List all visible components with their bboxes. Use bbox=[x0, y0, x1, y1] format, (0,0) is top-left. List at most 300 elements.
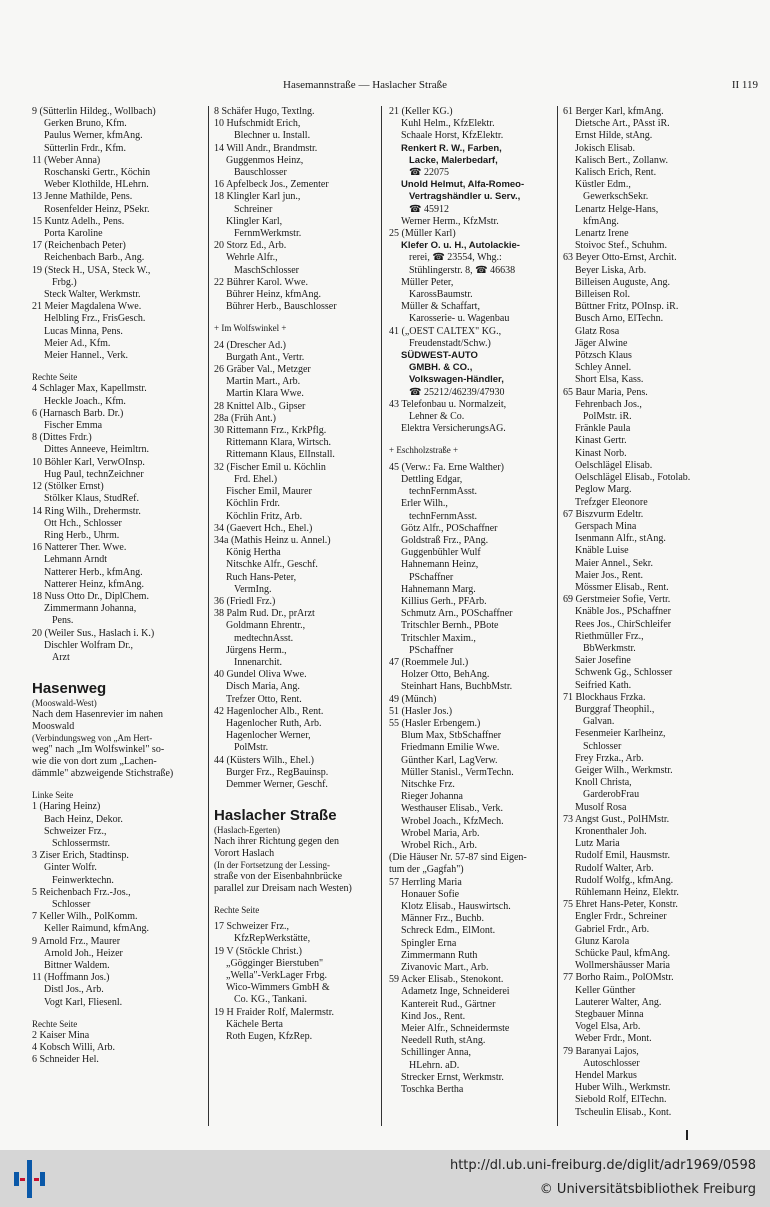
entry-line: Sütterlin Frdr., Kfm. bbox=[44, 142, 126, 154]
entry-line: Roth Eugen, KfzRep. bbox=[226, 1031, 313, 1043]
entry-line: straße von der Eisenbahnbrücke bbox=[214, 870, 343, 882]
entry-line: Natterer Herb., kfmAng. bbox=[44, 566, 143, 578]
entry-line: BbWerkmstr. bbox=[583, 642, 636, 654]
entry-line: Needell Ruth, stAng. bbox=[401, 1035, 486, 1047]
entry-line: Saier Josefine bbox=[575, 655, 631, 667]
street-heading: Hasenweg bbox=[32, 680, 107, 698]
entry-line: 19 V (Stöckle Christ.) bbox=[214, 945, 302, 957]
entry-line: Mooswald bbox=[32, 720, 75, 732]
entry-line: Schreck Edm., ElMont. bbox=[401, 925, 496, 937]
cross-street: + Eschholzstraße + bbox=[389, 445, 459, 456]
side-heading: Rechte Seite bbox=[214, 904, 260, 915]
entry-line: 9 (Sütterlin Hildeg., Wollbach) bbox=[32, 106, 156, 117]
column-2 bbox=[214, 106, 374, 1043]
entry-line: Schlosser bbox=[52, 898, 91, 910]
entry-line: Martin Mart., Arb. bbox=[226, 376, 301, 388]
entry-line: Müller Peter, bbox=[401, 276, 454, 288]
entry-line: 67 Biszvurm Edeltr. bbox=[563, 508, 644, 520]
entry-line: Stühlingerstr. 8, ☎ 46638 bbox=[409, 264, 516, 276]
entry-line: Guggenbühler Wulf bbox=[401, 547, 481, 559]
page-number: II 119 bbox=[731, 79, 758, 91]
entry-line: Dischler Wolfram Dr., bbox=[44, 639, 133, 651]
entry-line: Volkswagen-Händler, bbox=[409, 374, 504, 386]
spacer bbox=[32, 780, 204, 785]
entry-line: dämmle" abzweigende Stichstraße) bbox=[32, 767, 174, 779]
entry-line: MaschSchlosser bbox=[234, 264, 299, 276]
entry-line: Strecker Ernst, Werkmstr. bbox=[401, 1071, 504, 1083]
entry-line: Schillinger Anna, bbox=[401, 1047, 471, 1059]
entry-line: Blechner u. Install. bbox=[234, 130, 311, 142]
entry-line: Wrobel Maria, Arb. bbox=[401, 827, 480, 839]
entry-line: Frbg.) bbox=[52, 276, 77, 288]
entry-line: Kalisch Erich, Rent. bbox=[575, 167, 657, 179]
entry-line: Büttner Fritz, POInsp. iR. bbox=[575, 301, 679, 313]
library-logo-icon bbox=[12, 1158, 48, 1200]
entry-line: 15 Kuntz Adelh., Pens. bbox=[32, 215, 125, 227]
entry-line: 17 (Reichenbach Peter) bbox=[32, 240, 126, 252]
entry-line: Schlosser bbox=[583, 740, 622, 752]
entry-line: PSchaffner bbox=[409, 571, 454, 583]
entry-line: Feinwerktechn. bbox=[52, 874, 114, 886]
entry-line: Gabriel Frdr., Arb. bbox=[575, 923, 650, 935]
entry-line: Oelschlägel Elisab. bbox=[575, 459, 653, 471]
entry-line: Goldmann Ehrentr., bbox=[226, 620, 306, 632]
column-divider bbox=[557, 106, 558, 1126]
entry-line: Hendel Markus bbox=[575, 1070, 637, 1082]
column-3 bbox=[389, 106, 552, 1096]
entry-line: Fränkle Paula bbox=[575, 423, 631, 435]
entry-line: 1 (Haring Heinz) bbox=[32, 801, 101, 813]
entry-line: Nach ihrer Richtung gegen den bbox=[214, 835, 339, 847]
entry-line: wie die von dort zum „Lachen- bbox=[32, 755, 157, 767]
entry-line: Trefzer Otto, Rent. bbox=[226, 693, 302, 705]
street-note: (Verbindungsweg von „Am Hert- bbox=[32, 733, 153, 744]
entry-line: Goldstraß Frz., PAng. bbox=[401, 534, 489, 546]
column-4 bbox=[563, 106, 763, 1119]
entry-line: Ott Hch., Schlosser bbox=[44, 517, 122, 529]
street-note: (Haslach-Egerten) bbox=[214, 825, 280, 836]
entry-line: 41 („OEST CALTEX" KG., bbox=[389, 325, 502, 337]
entry-line: Bührer Herb., Bauschlosser bbox=[226, 301, 337, 313]
entry-line: Distl Jos., Arb. bbox=[44, 984, 104, 996]
column-1 bbox=[32, 106, 204, 1067]
entry-line: Schücke Paul, kfmAng. bbox=[575, 948, 670, 960]
entry-line: Rittemann Klara, Wirtsch. bbox=[226, 437, 331, 449]
entry-line: Steck Walter, Werkmstr. bbox=[44, 289, 141, 301]
entry-line: 47 (Roemmele Jul.) bbox=[389, 656, 469, 668]
spacer bbox=[32, 1009, 204, 1014]
entry-line: tum der „Gagfah") bbox=[389, 864, 464, 876]
entry-line: FernmWerkmstr. bbox=[234, 228, 302, 240]
entry-line: medtechnAsst. bbox=[234, 632, 294, 644]
entry-line: Demmer Werner, Geschf. bbox=[226, 778, 328, 790]
entry-line: Porta Karoline bbox=[44, 228, 103, 240]
street-heading: Haslacher Straße bbox=[214, 807, 337, 825]
entry-line: ☎ 25212/46239/47930 bbox=[409, 386, 505, 398]
entry-line: 16 Natterer Ther. Wwe. bbox=[32, 542, 127, 554]
entry-line: Köchlin Fritz, Arb. bbox=[226, 510, 303, 522]
entry-line: Fehrenbach Jos., bbox=[575, 398, 642, 410]
entry-line: VermIng. bbox=[234, 583, 272, 595]
entry-line: Knäble Jos., PSchaffner bbox=[575, 606, 671, 618]
entry-line: 11 (Weber Anna) bbox=[32, 154, 101, 166]
entry-line: Lucas Minna, Pens. bbox=[44, 325, 123, 337]
entry-line: Honauer Sofie bbox=[401, 888, 460, 900]
entry-line: Nach dem Hasenrevier im nahen bbox=[32, 708, 164, 720]
entry-line: Hug Paul, technZeichner bbox=[44, 468, 144, 480]
entry-line: Riethmüller Frz., bbox=[575, 630, 644, 642]
entry-line: Bittner Waldem. bbox=[44, 960, 110, 971]
entry-line: 14 Ring Wilh., Drehermstr. bbox=[32, 505, 141, 517]
entry-line: Maier Jos., Rent. bbox=[575, 569, 644, 581]
entry-line: Fischer Emil, Maurer bbox=[226, 486, 312, 498]
entry-line: Pens. bbox=[52, 615, 74, 627]
entry-line: Vogt Karl, Fliesenl. bbox=[44, 996, 123, 1008]
entry-line: Schaale Horst, KfzElektr. bbox=[401, 130, 504, 142]
entry-line: Kinast Norb. bbox=[575, 447, 627, 459]
entry-line: Bührer Heinz, kfmAng. bbox=[226, 289, 321, 301]
entry-line: Autoschlosser bbox=[583, 1057, 640, 1069]
entry-line: 77 Borho Raim., PolOMstr. bbox=[563, 972, 674, 984]
entry-line: Lauterer Walter, Ang. bbox=[575, 996, 662, 1008]
entry-line: Arzt bbox=[52, 651, 70, 663]
street-note: (In der Fortsetzung der Lessing- bbox=[214, 860, 330, 871]
entry-line: Renkert R. W., Farben, bbox=[401, 142, 502, 154]
cross-street: + Im Wolfswinkel + bbox=[214, 323, 287, 334]
entry-line: Spingler Erna bbox=[401, 937, 457, 949]
entry-line: 57 Herrling Maria bbox=[389, 876, 462, 888]
entry-line: Holzer Otto, BehAng. bbox=[401, 669, 490, 681]
entry-line: Isenmann Alfr., stAng. bbox=[575, 533, 666, 545]
entry-line: 18 Nuss Otto Dr., DiplChem. bbox=[32, 590, 149, 602]
entry-line: PolMstr. bbox=[234, 742, 269, 754]
entry-line: Zimmermann Johanna, bbox=[44, 603, 137, 615]
entry-line: Westhauser Elisab., Verk. bbox=[401, 803, 504, 815]
side-heading: Rechte Seite bbox=[32, 1018, 78, 1029]
entry-line: Schmutz Arn., POSchaffner bbox=[401, 608, 513, 620]
entry-line: Keller Raimund, kfmAng. bbox=[44, 923, 149, 935]
entry-line: 19 H Fraider Rolf, Malermstr. bbox=[214, 1006, 334, 1018]
entry-line: Paulus Werner, kfmAng. bbox=[44, 130, 143, 142]
entry-line: Rosenfelder Heinz, PSekr. bbox=[44, 203, 150, 215]
entry-line: Schley Annel. bbox=[575, 362, 632, 374]
entry-line: 20 (Weiler Sus., Haslach i. K.) bbox=[32, 627, 155, 639]
entry-line: Ernst Hilde, stAng. bbox=[575, 130, 653, 142]
entry-line: König Hertha bbox=[226, 547, 281, 559]
entry-line: Rieger Johanna bbox=[401, 791, 463, 803]
entry-line: Schweizer Frz., bbox=[44, 825, 107, 837]
entry-line: KfzRepWerkstätte, bbox=[234, 933, 311, 945]
column-divider bbox=[208, 106, 209, 1126]
entry-line: Schwenk Gg., Schlosser bbox=[575, 667, 673, 679]
entry-line: 3 Ziser Erich, Stadtinsp. bbox=[32, 850, 129, 862]
entry-line: Günther Karl, LagVerw. bbox=[401, 754, 498, 766]
entry-line: technFernmAsst. bbox=[409, 510, 478, 522]
entry-line: „Gögginger Bierstuben" bbox=[226, 957, 324, 969]
entry-line: Reichenbach Barb., Ang. bbox=[44, 252, 145, 264]
entry-line: Engler Frdr., Schreiner bbox=[575, 911, 667, 923]
entry-line: 24 (Drescher Ad.) bbox=[214, 339, 286, 351]
entry-line: Wrobel Joach., KfzMech. bbox=[401, 815, 504, 827]
column-divider bbox=[381, 106, 382, 1126]
entry-line: Arnold Joh., Heizer bbox=[44, 947, 123, 959]
entry-line: Kächele Berta bbox=[226, 1018, 283, 1030]
entry-line: 71 Blockhaus Frzka. bbox=[563, 691, 646, 703]
entry-line: 11 (Hoffmann Jos.) bbox=[32, 972, 110, 984]
entry-line: Bauschlosser bbox=[234, 167, 287, 179]
entry-line: Vorort Haslach bbox=[214, 847, 275, 859]
spacer bbox=[214, 313, 374, 318]
entry-line: 6 Schneider Hel. bbox=[32, 1054, 99, 1066]
entry-line: Kronenthaler Joh. bbox=[575, 825, 647, 837]
street-note: (Mooswald-West) bbox=[32, 698, 97, 709]
entry-line: Helbling Frz., FrisGesch. bbox=[44, 313, 146, 325]
entry-line: „Wella"-VerkLager Frbg. bbox=[226, 970, 328, 981]
entry-line: 5 Reichenbach Frz.-Jos., bbox=[32, 886, 131, 898]
entry-line: Lacke, Malerbedarf, bbox=[409, 154, 498, 166]
spacer bbox=[32, 362, 204, 367]
entry-line: Siebold Rolf, ElTechn. bbox=[575, 1094, 667, 1106]
entry-line: Wico-Wimmers GmbH & bbox=[226, 982, 330, 994]
entry-line: Schreiner bbox=[234, 203, 273, 215]
entry-line: 2 Kaiser Mina bbox=[32, 1030, 90, 1042]
entry-line: Disch Maria, Ang. bbox=[226, 681, 300, 693]
entry-line: Oelschlägel Elisab., Fotolab. bbox=[575, 472, 691, 484]
entry-line: Musolf Rosa bbox=[575, 801, 627, 813]
entry-line: 22 Bührer Karol. Wwe. bbox=[214, 276, 308, 288]
entry-line: 34a (Mathis Heinz u. Annel.) bbox=[214, 534, 331, 546]
entry-line: Rittemann Klaus, ElInstall. bbox=[226, 449, 335, 461]
entry-line: Gerken Bruno, Kfm. bbox=[44, 118, 127, 130]
entry-line: Guggenmos Heinz, bbox=[226, 154, 304, 166]
entry-line: Rühlemann Heinz, Elektr. bbox=[575, 887, 679, 898]
entry-line: Bach Heinz, Dekor. bbox=[44, 813, 123, 825]
entry-line: Götz Alfr., POSchaffner bbox=[401, 522, 498, 534]
entry-line: Ring Herb., Uhrm. bbox=[44, 529, 120, 541]
entry-line: 44 (Küsters Wilh., Ehel.) bbox=[214, 754, 314, 766]
entry-line: 59 Acker Elisab., Stenokont. bbox=[389, 974, 504, 986]
entry-line: Glunz Karola bbox=[575, 935, 630, 947]
entry-line: PSchaffner bbox=[409, 644, 454, 656]
entry-line: Burger Frz., RegBauinsp. bbox=[226, 766, 329, 778]
entry-line: Wrobel Rich., Arb. bbox=[401, 839, 477, 851]
entry-line: Freudenstadt/Schw.) bbox=[409, 337, 491, 349]
entry-line: Werner Herm., KfzMstr. bbox=[401, 215, 499, 227]
entry-line: 51 (Hasler Jos.) bbox=[389, 705, 453, 717]
entry-line: Billeisen Rol. bbox=[575, 289, 630, 301]
entry-line: Ginter Wolfr. bbox=[44, 862, 97, 874]
entry-line: Küstler Edm., bbox=[575, 179, 631, 191]
entry-line: Trefzger Eleonore bbox=[575, 496, 648, 508]
entry-line: Fischer Emma bbox=[44, 420, 103, 432]
entry-line: parallel zur Dreisam nach Westen) bbox=[214, 882, 352, 894]
entry-line: Jokisch Elisab. bbox=[575, 142, 635, 154]
entry-line: Burgath Ant., Vertr. bbox=[226, 351, 305, 363]
entry-line: Kuhl Helm., KfzElektr. bbox=[401, 118, 495, 130]
entry-line: Keller Günther bbox=[575, 984, 636, 996]
entry-line: Lehmann Arndt bbox=[44, 554, 108, 566]
entry-line: Co. KG., Tankani. bbox=[234, 994, 307, 1006]
entry-line: 10 Hufschmidt Erich, bbox=[214, 118, 301, 130]
entry-line: Elektra VersicherungsAG. bbox=[401, 423, 506, 435]
entry-line: 65 Baur Maria, Pens. bbox=[563, 386, 648, 398]
entry-line: Billeisen Auguste, Ang. bbox=[575, 276, 670, 288]
entry-line: Müller & Schaffart, bbox=[401, 301, 480, 313]
entry-line: Innenarchit. bbox=[234, 656, 283, 668]
entry-line: Hahnemann Heinz, bbox=[401, 559, 479, 571]
entry-line: PolMstr. iR. bbox=[583, 411, 632, 423]
spacer bbox=[32, 669, 204, 674]
entry-line: Wollmershäusser Maria bbox=[575, 960, 670, 972]
entry-line: Schlossermstr. bbox=[52, 837, 111, 849]
entry-line: 75 Ehret Hans-Peter, Konstr. bbox=[563, 899, 678, 911]
side-heading: Rechte Seite bbox=[32, 372, 78, 383]
entry-line: Martin Klara Wwe. bbox=[226, 388, 304, 400]
entry-line: 36 (Friedl Frz.) bbox=[214, 595, 276, 607]
entry-line: Klefer O. u. H., Autolackie- bbox=[401, 240, 520, 252]
entry-line: Steinhart Hans, BuchbMstr. bbox=[401, 681, 513, 693]
entry-line: Glatz Rosa bbox=[575, 325, 620, 337]
entry-line: 19 (Steck H., USA, Steck W., bbox=[32, 264, 151, 276]
entry-line: 17 Schweizer Frz., bbox=[214, 921, 289, 933]
entry-line: Weber Frdr., Mont. bbox=[575, 1033, 652, 1045]
entry-line: rerei, ☎ 23554, Whg.: bbox=[409, 252, 502, 264]
entry-line: 10 Böhler Karl, VerwOInsp. bbox=[32, 456, 145, 468]
entry-line: Rudolf Wolfg., kfmAng. bbox=[575, 874, 674, 886]
entry-line: 8 (Dittes Frdr.) bbox=[32, 432, 92, 444]
entry-line: Dietsche Art., PAsst iR. bbox=[575, 118, 670, 130]
entry-line: Kind Jos., Rent. bbox=[401, 1010, 466, 1022]
entry-line: 14 Will Andr., Brandmstr. bbox=[214, 142, 318, 154]
entry-line: Klotz Elisab., Hauswirtsch. bbox=[401, 901, 511, 912]
entry-line: Seifried Kath. bbox=[575, 679, 632, 691]
entry-line: 16 Apfelbeck Jos., Zementer bbox=[214, 179, 329, 191]
entry-line: Hagenlocher Werner, bbox=[226, 730, 311, 742]
entry-line: Tritschler Maxim., bbox=[401, 632, 476, 644]
entry-line: Köchlin Frdr. bbox=[226, 498, 280, 510]
entry-line: GewerkschSekr. bbox=[583, 191, 649, 203]
entry-line: Meier Alfr., Schneidermste bbox=[401, 1023, 510, 1035]
entry-line: 9 Arnold Frz., Maurer bbox=[32, 935, 121, 947]
entry-line: Meier Ad., Kfm. bbox=[44, 337, 111, 349]
entry-line: Tscheulin Elisab., Kont. bbox=[575, 1106, 672, 1118]
entry-line: Burggraf Theophil., bbox=[575, 703, 655, 715]
entry-line: 12 (Stölker Ernst) bbox=[32, 481, 104, 493]
entry-line: 45 (Verw.: Fa. Erne Walther) bbox=[389, 461, 504, 473]
entry-line: Jäger Alwine bbox=[575, 337, 628, 349]
entry-line: SÜDWEST-AUTO bbox=[401, 350, 478, 362]
entry-line: Vogel Elsa, Arb. bbox=[575, 1021, 641, 1033]
entry-line: 61 Berger Karl, kfmAng. bbox=[563, 106, 664, 117]
entry-line: 21 Meier Magdalena Wwe. bbox=[32, 301, 142, 313]
entry-line: Geiger Wilh., Werkmstr. bbox=[575, 764, 673, 776]
entry-line: Klingler Karl, bbox=[226, 215, 283, 227]
entry-line: 32 (Fischer Emil u. Köchlin bbox=[214, 461, 326, 473]
entry-line: Fesenmeier Karlheinz, bbox=[575, 728, 666, 740]
entry-line: Mössmer Elisab., Rent. bbox=[575, 581, 669, 593]
entry-line: 8 Schäfer Hugo, Textlng. bbox=[214, 106, 315, 117]
entry-line: 6 (Harnasch Barb. Dr.) bbox=[32, 407, 124, 419]
entry-line: 55 (Hasler Erbengem.) bbox=[389, 717, 481, 729]
entry-line: Weber Klothilde, HLehrn. bbox=[44, 179, 149, 191]
entry-line: Unold Helmut, Alfa-Romeo- bbox=[401, 179, 525, 191]
source-url[interactable]: http://dl.ub.uni-freiburg.de/diglit/adr1969/0598 bbox=[449, 1158, 756, 1173]
entry-line: (Die Häuser Nr. 57-87 sind Eigen- bbox=[389, 852, 527, 864]
entry-line: 26 Gräber Val., Metzger bbox=[214, 364, 311, 376]
entry-line: 21 (Keller KG.) bbox=[389, 106, 453, 117]
entry-line: Busch Arno, ElTechn. bbox=[575, 313, 664, 325]
entry-line: Dettling Edgar, bbox=[401, 473, 463, 485]
page-mark bbox=[686, 1130, 688, 1140]
entry-line: GMBH. & CO., bbox=[409, 362, 473, 374]
entry-line: Ruch Hans-Peter, bbox=[226, 571, 297, 583]
entry-line: 63 Beyer Otto-Ernst, Archit. bbox=[563, 252, 677, 264]
entry-line: Stölker Klaus, StudRef. bbox=[44, 493, 139, 505]
entry-line: 13 Jenne Mathilde, Pens. bbox=[32, 191, 133, 203]
entry-line: Peglow Marg. bbox=[575, 484, 632, 496]
entry-line: weg" nach „Im Wolfswinkel" so- bbox=[32, 743, 165, 755]
entry-line: 49 (Münch) bbox=[389, 693, 437, 705]
entry-line: Kalisch Bert., Zollanw. bbox=[575, 154, 668, 166]
entry-line: 73 Angst Gust., PolHMstr. bbox=[563, 813, 670, 825]
page-header bbox=[0, 79, 770, 95]
spacer bbox=[214, 895, 374, 900]
entry-line: kfmAng. bbox=[583, 215, 619, 227]
entry-line: Kantereit Rud., Gärtner bbox=[401, 998, 496, 1010]
copyright-notice: © Universitätsbibliothek Freiburg bbox=[539, 1182, 756, 1197]
entry-line: Knoll Christa, bbox=[575, 777, 632, 789]
entry-line: Heckle Joach., Kfm. bbox=[44, 395, 126, 407]
entry-line: Natterer Heinz, kfmAng. bbox=[44, 578, 144, 590]
entry-line: Rudolf Emil, Hausmstr. bbox=[575, 850, 670, 862]
entry-line: Lehner & Co. bbox=[409, 411, 465, 423]
entry-line: ☎ 22075 bbox=[409, 167, 449, 179]
entry-line: Lutz Maria bbox=[575, 838, 620, 850]
entry-line: Rees Jos., ChirSchleifer bbox=[575, 618, 672, 630]
entry-line: 25 (Müller Karl) bbox=[389, 228, 456, 240]
entry-line: 28 Knittel Alb., Gipser bbox=[214, 400, 306, 412]
entry-line: Tritschler Bernh., PBote bbox=[401, 620, 499, 632]
entry-line: Dittes Anneeve, Heimltrn. bbox=[44, 444, 149, 456]
spacer bbox=[389, 435, 552, 440]
entry-line: 43 Telefonbau u. Normalzeit, bbox=[389, 398, 507, 410]
spacer bbox=[214, 796, 374, 801]
footer-bar bbox=[0, 1150, 770, 1207]
entry-line: 4 Kobsch Willi, Arb. bbox=[32, 1042, 116, 1054]
entry-line: GarderobFrau bbox=[583, 789, 640, 801]
entry-line: Hahnemann Marg. bbox=[401, 583, 476, 595]
entry-line: 42 Hagenlocher Alb., Rent. bbox=[214, 705, 324, 717]
entry-line: KarossBaumstr. bbox=[409, 289, 473, 301]
entry-line: Lenartz Helge-Hans, bbox=[575, 203, 659, 215]
entry-line: Toschka Bertha bbox=[401, 1084, 464, 1096]
entry-line: Meier Hannel., Verk. bbox=[44, 350, 128, 362]
entry-line: Wehrle Alfr., bbox=[226, 252, 278, 264]
entry-line: 30 Rittemann Frz., KrkPflg. bbox=[214, 425, 327, 437]
entry-line: Pötzsch Klaus bbox=[575, 350, 632, 362]
entry-line: Adametz Inge, Schneiderei bbox=[401, 986, 510, 998]
entry-line: Jürgens Herm., bbox=[226, 644, 287, 656]
entry-line: 20 Storz Ed., Arb. bbox=[214, 240, 287, 252]
entry-line: Beyer Liska, Arb. bbox=[575, 264, 647, 276]
entry-line: 69 Gerstmeier Sofie, Vertr. bbox=[563, 594, 671, 606]
entry-line: 40 Gundel Oliva Wwe. bbox=[214, 669, 307, 681]
entry-line: Karosserie- u. Wagenbau bbox=[409, 313, 510, 325]
entry-line: Vertragshändler u. Serv., bbox=[409, 191, 521, 203]
entry-line: Gerspach Mina bbox=[575, 520, 637, 532]
entry-line: 34 (Gaevert Hch., Ehel.) bbox=[214, 522, 313, 534]
entry-line: Maier Annel., Sekr. bbox=[575, 557, 654, 569]
